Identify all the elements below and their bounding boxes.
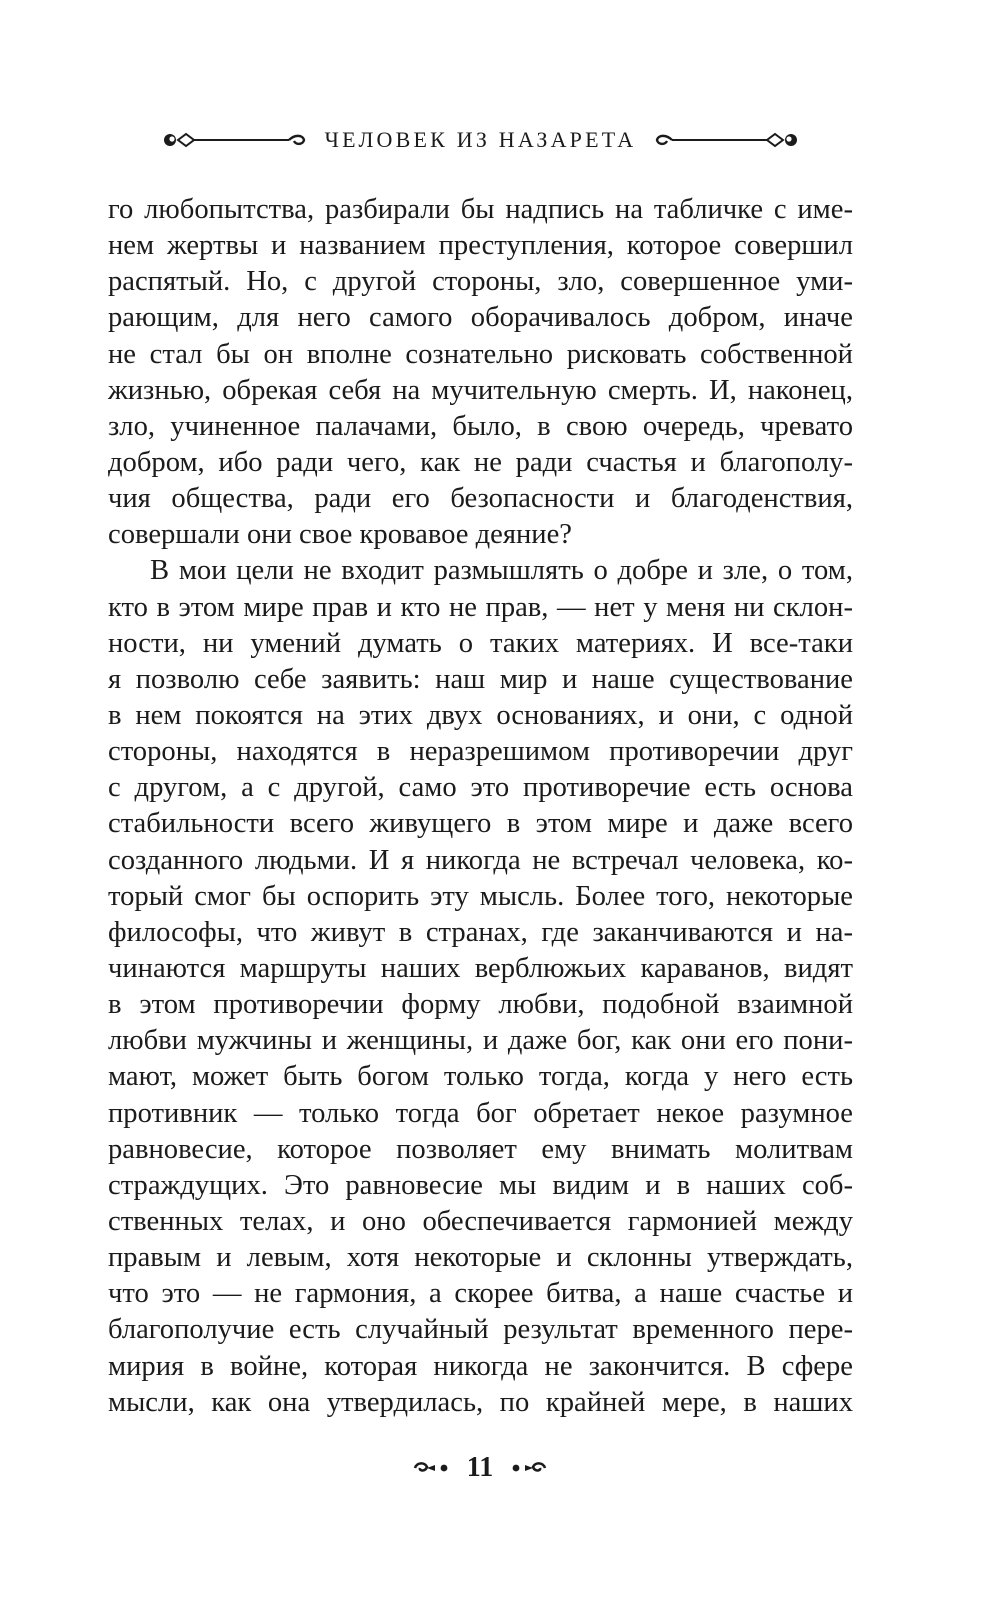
paragraph-2: [108, 553, 853, 1420]
text-line: что это — не гармония, а скорее битва, а наше счастье и: [108, 1278, 853, 1310]
text-line: мирия в войне, которая никогда не закончится. В сфере: [108, 1350, 853, 1382]
text-line: любви мужчины и женщины, и даже бог, как они его пони-: [108, 1025, 853, 1057]
text-line: торый смог бы оспорить эту мысль. Более того, некоторые: [108, 880, 853, 912]
text-line: кто в этом мире прав и кто не прав, — нет у меня ни склон-: [108, 591, 853, 623]
text-line: страждущих. Это равновесие мы видим и в наших соб-: [108, 1169, 853, 1201]
text-line: созданного людьми. И я никогда не встречал человека, ко-: [108, 844, 853, 876]
text-line: я позволю себе заявить: наш мир и наше существование: [108, 663, 853, 695]
text-line: чия общества, ради его безопасности и благоденствия,: [108, 483, 853, 515]
text-line: рающим, для него самого оборачивалось добром, иначе: [108, 302, 853, 334]
text-line: жизнью, обрекая себя на мучительную смерть. И, наконец,: [108, 374, 853, 406]
text-line: равновесие, которое позволяет ему внимать молитвам: [108, 1133, 853, 1165]
text-line: го любопытства, разбирали бы надпись на табличке с име-: [108, 194, 853, 225]
text-line: стабильности всего живущего в этом мире и даже всего: [108, 808, 853, 840]
text-line: в этом противоречии форму любви, подобной взаимной: [108, 989, 853, 1021]
text-line: распятый. Но, с другой стороны, зло, совершенное уми-: [108, 266, 853, 298]
text-line: зло, учиненное палачами, было, в свою очередь, чревато: [108, 410, 853, 442]
text-line: чинаются маршруты наших верблюжьих караванов, видят: [108, 952, 853, 984]
text-line: совершали они свое кровавое деяние?: [108, 519, 572, 551]
text-line: противник — только тогда бог обретает некое разумное: [108, 1097, 853, 1129]
folio: [0, 1454, 960, 1482]
text-line: философы, что живут в странах, где заканчиваются и на-: [108, 916, 853, 948]
running-head: [108, 122, 853, 158]
text-line: не стал бы он вполне сознательно рисковать собственной: [108, 338, 853, 370]
text-line: ности, ни умений думать о таких материях. И все-таки: [108, 627, 853, 659]
text-line: с другом, а с другой, само это противоречие есть основа: [108, 772, 853, 804]
page-number: 11: [466, 1452, 494, 1483]
text-line: правым и левым, хотя некоторые и склонны утверждать,: [108, 1242, 853, 1274]
running-head-title: ЧЕЛОВЕК ИЗ НАЗАРЕТА: [324, 127, 637, 152]
text-line: стороны, находятся в неразрешимом противоречии друг: [108, 736, 853, 768]
folio-ornament-right-icon: [503, 1458, 549, 1478]
body-text: [108, 192, 853, 1421]
scroll-ornament-right-icon: [650, 130, 800, 150]
folio-ornament-left-icon: [411, 1458, 457, 1478]
text-line: мысли, как она утвердилась, по крайней мере, в наших: [108, 1386, 853, 1418]
text-line: в нем покоятся на этих двух основаниях, и они, с одной: [108, 699, 853, 731]
text-line: добром, ибо ради чего, как не ради счастья и благополу-: [108, 446, 853, 478]
text-line: ственных телах, и оно обеспечивается гармонией между: [108, 1205, 853, 1237]
text-line: благополучие есть случайный результат временного пере-: [108, 1314, 853, 1346]
scroll-ornament-left-icon: [161, 130, 311, 150]
text-line: В мои цели не входит размышлять о добре и зле, о том,: [150, 555, 853, 587]
text-line: мают, может быть богом только тогда, когда у него есть: [108, 1061, 853, 1093]
paragraph-1: [108, 192, 853, 553]
text-line: нем жертвы и названием преступления, которое совершил: [108, 230, 853, 262]
